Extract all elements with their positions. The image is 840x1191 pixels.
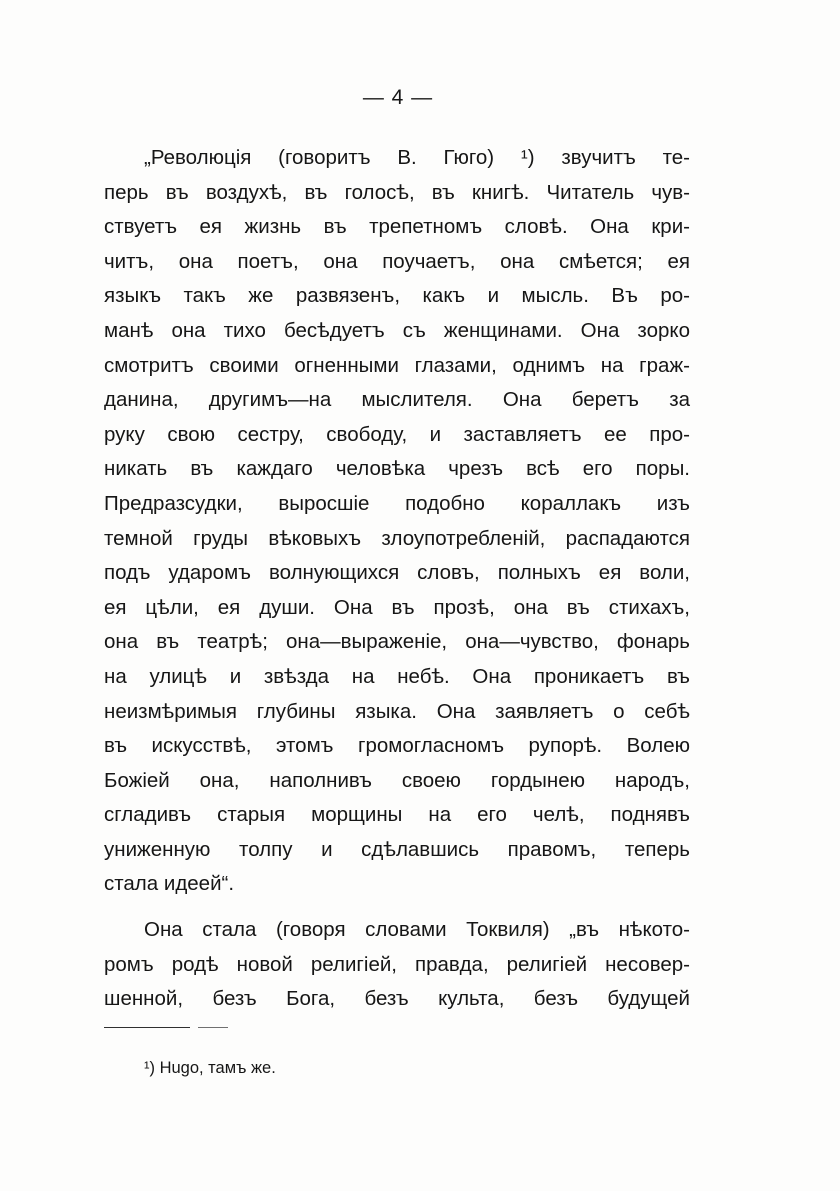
text-line: манѣ она тихо бесѣдуетъ съ женщинами. Она зорко xyxy=(104,318,690,342)
text-line: Она стала (говоря словами Токвиля) „въ нѣкото- xyxy=(144,918,690,942)
text-line: Божіей она, наполнивъ своею гордынею народъ, xyxy=(104,768,690,792)
paragraph-gap xyxy=(104,902,690,913)
text-line: въ искусствѣ, этомъ громогласномъ рупорѣ. Волею xyxy=(104,734,690,758)
text-line: стала идеей“. xyxy=(104,872,235,896)
text-line: неизмѣримыя глубины языка. Она заявляетъ о себѣ xyxy=(104,699,690,723)
text-line: униженную толпу и сдѣлавшись правомъ, теперь xyxy=(104,837,690,861)
text-line: подъ ударомъ волнующихся словъ, полныхъ ея воли, xyxy=(104,561,690,585)
text-line: на улицѣ и звѣзда на небѣ. Она проникаетъ въ xyxy=(104,664,690,688)
footnote: ¹) Hugo, тамъ же. xyxy=(144,1059,276,1077)
paragraph-1 xyxy=(104,141,690,902)
text-line: никать въ каждаго человѣка чрезъ всѣ его поры. xyxy=(104,457,690,481)
text-line: смотритъ своими огненными глазами, однимъ на граж- xyxy=(104,353,690,377)
text-line: данина, другимъ—на мыслителя. Она беретъ за xyxy=(104,388,690,412)
paragraph-2 xyxy=(104,913,690,1017)
text-line: ромъ родѣ новой религіей, правда, религіей несовер- xyxy=(104,952,690,976)
text-line: темной груды вѣковыхъ злоупотребленій, распадаются xyxy=(104,526,690,550)
text-line: перь въ воздухѣ, въ голосѣ, въ книгѣ. Читатель чув- xyxy=(104,180,690,204)
footnote-rule-segment xyxy=(104,1027,190,1028)
text-line: шенной, безъ Бога, безъ культа, безъ будущей xyxy=(104,987,690,1011)
text-line: сгладивъ старыя морщины на его челѣ, поднявъ xyxy=(104,803,690,827)
text-line: языкъ такъ же развязенъ, какъ и мысль. Въ ро- xyxy=(104,284,690,308)
text-line: ея цѣли, ея души. Она въ прозѣ, она въ стихахъ, xyxy=(104,595,690,619)
body-text xyxy=(104,141,690,1017)
text-line: руку свою сестру, свободу, и заставляетъ ее про- xyxy=(104,422,690,446)
text-line: читъ, она поетъ, она поучаетъ, она смѣется; ея xyxy=(104,249,690,273)
text-line: Предразсудки, выросшіе подобно кораллакъ изъ xyxy=(104,491,690,515)
text-line: ствуетъ ея жизнь въ трепетномъ словѣ. Она кри- xyxy=(104,215,690,239)
footnote-separator xyxy=(104,1022,228,1034)
footnote-rule-segment xyxy=(198,1027,228,1028)
text-line: „Революція (говоритъ В. Гюго) ¹) звучитъ те- xyxy=(144,146,690,169)
text-line: она въ театрѣ; она—выраженіе, она—чувство, фонарь xyxy=(104,630,690,654)
page-number: — 4 — xyxy=(362,86,434,109)
